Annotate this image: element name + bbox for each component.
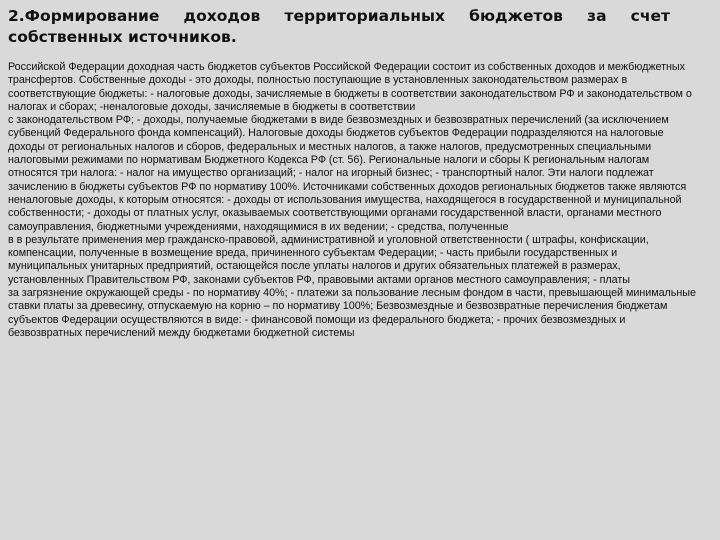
body-text: Российской Федерации доходная часть бюджетов субъектов Российской Федерации состоит из собственных доходов и межбюджетных трансфертов. Собственные доходы - это доходы, полностью поступающие в установленных законодательством размерах в соответствующие бюджеты: - налоговые доходы, зачисляемые в бюджеты в соответствии законодательством РФ и законодательством о налогах и сборах; -неналоговые доходы, зачисляемые в бюджеты в соответствии с законодательством РФ; - доходы, получаемые бюджетами в виде безвозмездных и безвозвратных перечислений (за исключением субвенций Федерального фонда компенсаций). Налоговые доходы бюджетов субъектов Федерации подразделяются на налоговые доходы от региональных налогов и сборов, федеральных и местных налогов, а также налогов, предусмотренных специальными налоговыми режимами по нормативам Бюджетного Кодекса РФ (ст. 56). Региональные налоги и сборы К региональным налогам относятся три налога: - налог на имущество организаций; - налог на игорный бизнес; - транспортный налог. Эти налоги подлежат зачислению в бюджеты субъектов РФ по нормативу 100%. Источниками собственных доходов региональных бюджетов также являются неналоговые доходы, к которым относятся: - доходы от использования имущества, находящегося в государственной и муниципальной собственности; - доходы от платных услуг, оказываемых соответствующими органами государственной власти, органами местного самоуправления, бюджетными учреждениями, находящимися в их ведении; - средства, полученные в в результате применения мер гражданско-правовой, административной и уголовной ответственности ( штрафы, конфискации, компенсации, полученные в возмещение вреда, причиненного субъектам Федерации; - часть прибыли государственных и муниципальных унитарных предприятий, остающейся после уплаты налогов и других обязательных платежей в размерах, установленных Правительством РФ, законами субъектов РФ, правовыми актами органов местного самоуправления; - платы за загрязнение окружающей среды - по нормативу 40%; - платежи за пользование лесным фондом в части, превышающей минимальные ставки платы за древесину, отпускаемую на корню – по нормативу 100%; Безвозмездные и безвозвратные перечисления бюджетам субъектов Федерации осуществляются в виде: - финансовой помощи из федерального бюджета; - прочих безвозмездных и безвозвратных перечислений между бюджетами бюджетной системы: [8, 61, 696, 339]
slide-title: 2.Формирование доходов территориальных бюджетов за счет собственных источников.: [8, 7, 670, 46]
slide-body: [8, 61, 698, 340]
